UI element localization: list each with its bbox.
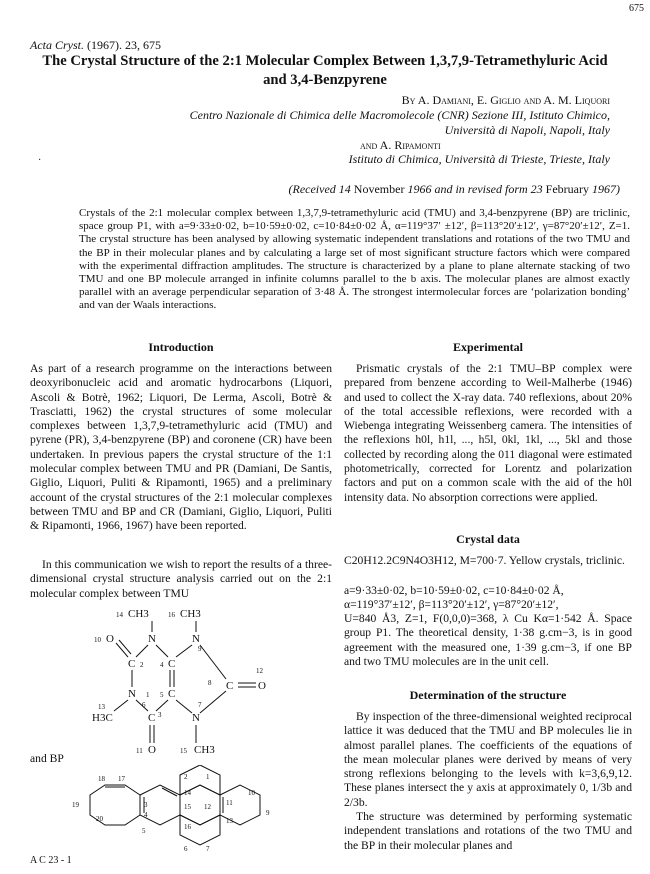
journal-citation	[30, 38, 161, 53]
label: CH3	[128, 608, 149, 620]
bp-label: 7	[206, 845, 210, 853]
crystal-data-line-3: α=119°37′±12′, β=113°20′±12′, γ=87°20′±12′,	[344, 598, 559, 611]
determination-para-1: By inspection of the three-dimensional weighted reciprocal lattice it was deduced that the TMU and BP molecules lie in almost parallel planes. The coefficients of the equations of the mean molecular planes were derived by means of very strong reflexions belonging to the levels with k=3,6,9,12. These planes intersect the y axis at approximately 0, 1/3b and 2/3b.	[344, 710, 632, 809]
bp-label: 14	[184, 789, 191, 797]
bp-structure-diagram	[70, 765, 300, 855]
determination-para-2: The structure was determined by performing systematic independent translations and rotations of the two TMU and the BP in their molecular planes and	[344, 810, 632, 852]
label: O	[106, 633, 114, 645]
label: C	[226, 680, 234, 692]
bp-label: 17	[118, 775, 125, 783]
received-close: 1967)	[589, 182, 620, 196]
received-month-2: February	[545, 182, 589, 196]
affiliation-1	[40, 108, 610, 138]
label: 13	[98, 703, 105, 711]
label: H3C	[92, 712, 113, 724]
tmu-structure-diagram	[80, 605, 300, 775]
label: N	[192, 712, 200, 724]
journal-volume: (1967). 23, 675	[84, 38, 161, 52]
paper-title	[20, 52, 630, 90]
label: 14	[116, 611, 123, 619]
bp-label: 1	[206, 773, 210, 781]
journal-name: Acta Cryst.	[30, 38, 84, 52]
label: C	[168, 658, 176, 670]
label: 2	[140, 661, 144, 669]
crystal-data-heading: Crystal data	[456, 532, 520, 546]
label: 6	[142, 701, 146, 709]
authors: By A. Damiani, E. Giglio and A. M. Liquori	[401, 93, 610, 107]
label: CH3	[194, 744, 215, 756]
crystal-data-line-4: U=840 Å3, Z=1, F(0,0,0)=368, λ Cu Kα=1·542 Å. Space group P1. The theoretical density, 1·38 g.cm−3, is in good agreement with the measured one, 1·39 g.cm−3, if one BP and two TMU molecules are in the unit cell.	[344, 612, 632, 668]
label: C	[168, 688, 176, 700]
bp-label: 4	[144, 811, 148, 819]
bp-label: 16	[184, 823, 191, 831]
received-mid: 1966 and in revised form 23	[404, 182, 546, 196]
bp-label: 15	[184, 803, 191, 811]
bp-label: 12	[204, 803, 211, 811]
label: N	[192, 633, 200, 645]
label: 3	[158, 711, 162, 719]
affiliation-2: Istituto di Chimica, Università di Trieste, Trieste, Italy	[348, 152, 610, 166]
label: 10	[94, 636, 101, 644]
footer-signature: A C 23 - 1	[30, 855, 72, 866]
bp-label: 6	[184, 845, 188, 853]
title-line-2: and 3,4-Benzpyrene	[263, 72, 387, 88]
label: 1	[146, 691, 150, 699]
bp-label: 9	[266, 809, 270, 817]
bp-label: 11	[226, 799, 233, 807]
bp-label: 20	[96, 815, 103, 823]
label: 9	[198, 645, 202, 653]
label: N	[148, 633, 156, 645]
crystal-data-line-2: a=9·33±0·02, b=10·59±0·02, c=10·84±0·02 Å,	[344, 584, 564, 597]
label: 7	[198, 701, 202, 709]
received-open: (Received 14	[288, 182, 354, 196]
bp-label: 3	[144, 801, 148, 809]
determination-heading: Determination of the structure	[409, 688, 567, 702]
second-author: and A. Ripamonti	[360, 138, 441, 152]
label: 15	[180, 747, 187, 755]
label: 12	[256, 667, 263, 675]
affiliation-1-line-1: Centro Nazionale di Chimica delle Macromolecole (CNR) Sezione III, Istituto Chimico,	[189, 108, 610, 122]
label: O	[148, 744, 156, 756]
bp-label: 10	[248, 789, 255, 797]
and-bp-label: and BP	[30, 752, 64, 765]
abstract: Crystals of the 2:1 molecular complex between 1,3,7,9-tetramethyluric acid (TMU) and 3,4-benzpyrene (BP) are triclinic, space group P1, with a=9·33±0·02, b=10·59±0·02, c=10·84±0·02 Å, α=119°37′ ±12′, β=113°20′±12′, γ=87°20′±12′, Z=1. The crystal structure has been analysed by allowing systematic independent translations and rotations of the two TMU and the BP in their molecular planes and by calculating a large set of most significant structure factors which were compared with the experimental diffraction amplitudes. The structure is characterized by a plane to plane alternate stacking of two TMU and one BP molecule arranged in infinite columns parallel to the b axis. The molecular planes are almost exactly parallel with an average perpendicular separation of 3·48 Å. The strongest intermolecular forces are ‘polarization bonding’ and van der Waals interactions.	[79, 207, 630, 312]
label: O	[258, 680, 266, 692]
introduction-heading: Introduction	[148, 340, 214, 354]
bp-label: 2	[184, 773, 188, 781]
label: 16	[168, 611, 175, 619]
label: CH3	[180, 608, 201, 620]
bp-label: 19	[72, 801, 79, 809]
label: 8	[208, 679, 212, 687]
crystal-data-line-1: C20H12.2C9N4O3H12, M=700·7. Yellow crystals, triclinic.	[344, 554, 625, 567]
experimental-heading: Experimental	[453, 340, 523, 354]
introduction-para-2: In this communication we wish to report the results of a three-dimensional crystal structure analysis carried out on the 2:1 molecular complex between TMU	[30, 558, 332, 600]
experimental-para: Prismatic crystals of the 2:1 TMU–BP complex were prepared from benzene according to Weil-Malherbe (1946) and used to collect the X-ray data. 740 reflexions, about 20% of the total accessible reflexions, were recorded with a Wiebenga integrating Weissenberg camera. The intensities of the reflexions h0l, h1l, ..., h5l, 0kl, 1kl, ..., 5kl and those collected by recording along the 011 diagonal were estimated photometrically, corrected for Lorentz and polarization factors and put on a common scale with the aid of the h0l intensity data. No absorption corrections were applied.	[344, 362, 632, 504]
stray-mark: ·	[38, 155, 42, 166]
label: 11	[136, 747, 143, 755]
label: N	[128, 688, 136, 700]
bp-label: 5	[142, 827, 146, 835]
bp-label: 18	[98, 775, 105, 783]
page-number: 675	[629, 3, 644, 14]
label: 4	[160, 661, 164, 669]
received-month-1: November	[353, 182, 405, 196]
bp-label: 13	[226, 817, 233, 825]
received-dates	[60, 182, 620, 197]
title-line-1: The Crystal Structure of the 2:1 Molecular Complex Between 1,3,7,9-Tetramethyluric Acid	[42, 53, 608, 69]
label: C	[148, 712, 156, 724]
introduction-para-1: As part of a research programme on the interactions between deoxyribonucleic acid and aromatic hydrocarbons (Liquori, Ascoli & Botrè, 1962; Liquori, De Lerma, Ascoli, Botrè & Trasciatti, 1962) the crystal structures of some molecular complexes between 1,3,7,9-tetramethyluric acid (TMU) and pyrene (PR), 3,4-benzpyrene (BP) and coronene (CR) have been undertaken. In previous papers the crystal structure of the 1:1 molecular complex between TMU and PR (Damiani, De Santis, Giglio, Liquori, Puliti & Ripamonti, 1965) and a preliminary account of the crystal structures of the 2:1 molecular complexes between TMU and BP and CR (Damiani, Giglio, Liquori, Puliti & Ripamonti, 1966, 1967) have been reported.	[30, 362, 332, 533]
label: 5	[160, 691, 164, 699]
affiliation-1-line-2: Università di Napoli, Napoli, Italy	[444, 123, 610, 137]
label: C	[128, 658, 136, 670]
